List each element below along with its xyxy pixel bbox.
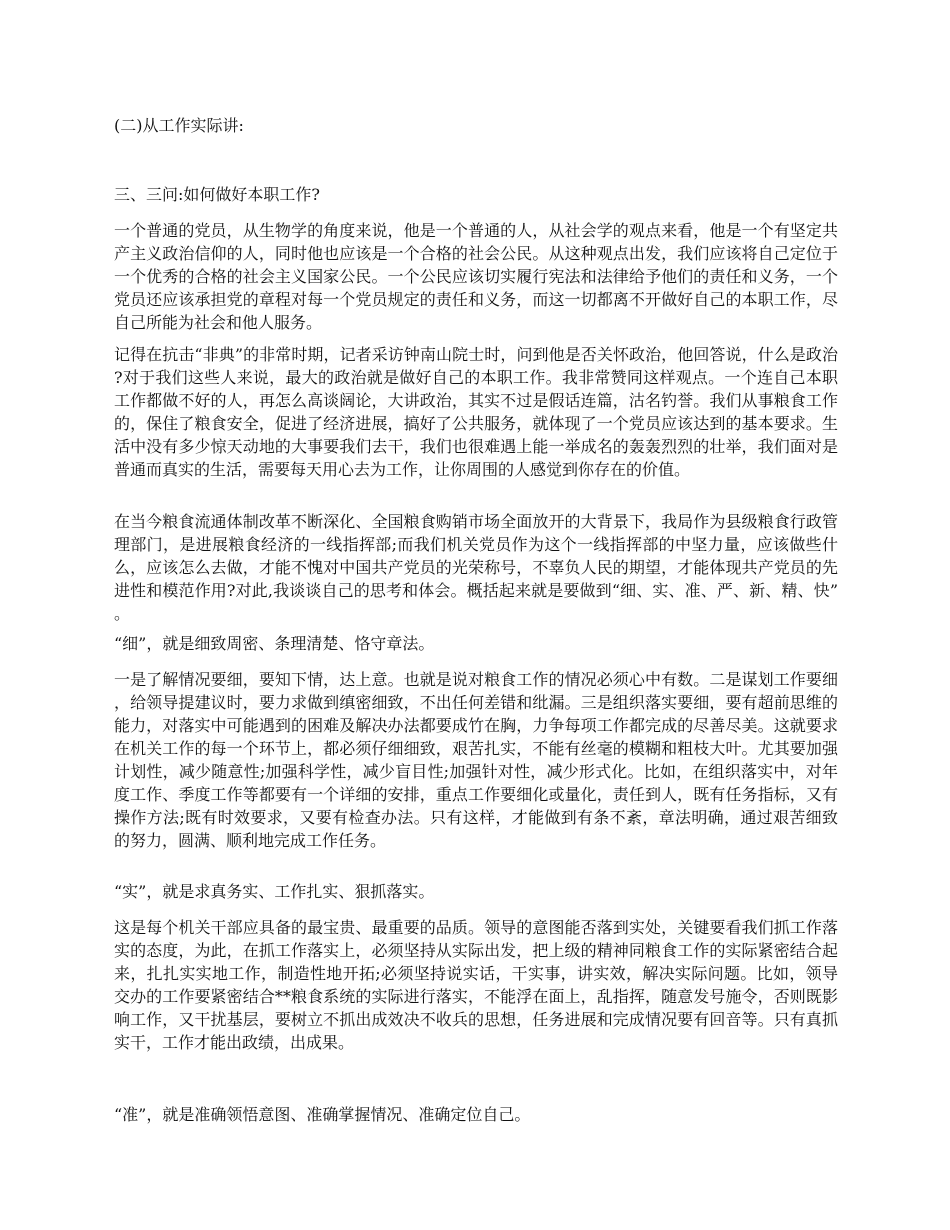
paragraph: 一是了解情况要细，要知下情，达上意。也就是说对粮食工作的情况必须心中有数。二是谋划工作要细，给领导提建议时，要力求做到缜密细致，不出任何差错和纰漏。三是组织落实要细，要有超前思维的能力，对落实中可能遇到的困难及解决办法都要成竹在胸，力争每项工作都完成的尽善尽美。这就要求在机关工作的每一个环节上，都必须仔细细致，艰苦扎实，不能有丝毫的模糊和粗枝大叶。尤其要加强计划性，减少随意性;加强科学性，减少盲目性;加强针对性，减少形式化。比如，在组织落实中，对年度工作、季度工作等都要有一个详细的安排，重点工作要细化或量化，责任到人，既有任务指标，又有操作方法;既有时效要求，又要有检查办法。只有这样，才能做到有条不紊，章法明确，通过艰苦细致的努力，圆满、顺利地完成工作任务。 bbox=[114, 670, 838, 850]
section-heading-three-questions: 三、三问:如何做好本职工作? bbox=[114, 185, 320, 204]
paragraph: “细”，就是细致周密、条理清楚、恪守章法。 bbox=[114, 634, 435, 653]
paragraph: “实”，就是求真务实、工作扎实、狠抓落实。 bbox=[114, 882, 435, 901]
paragraph: 一个普通的党员，从生物学的角度来说，他是一个普通的人，从社会学的观点来看，他是一个有坚定共产主义政治信仰的人，同时他也应该是一个合格的社会公民。从这种观点出发，我们应该将自己定位于一个优秀的合格的社会主义国家公民。一个公民应该切实履行宪法和法律给予他们的责任和义务，一个党员还应该承担党的章程对每一个党员规定的责任和义务，而这一切都离不开做好自己的本职工作，尽自己所能为社会和他人服务。 bbox=[114, 221, 838, 332]
paragraph: “准”，就是准确领悟意图、准确掌握情况、准确定位自己。 bbox=[114, 1105, 531, 1124]
section-heading-work: (二)从工作实际讲: bbox=[114, 116, 244, 135]
paragraph: 记得在抗击“非典”的非常时期，记者采访钟南山院士时，问到他是否关怀政治，他回答说，什么是政治?对于我们这些人来说，最大的政治就是做好自己的本职工作。我非常赞同这样观点。一个连自己本职工作都做不好的人，再怎么高谈阔论，大讲政治，其实不过是假话连篇，沽名钓誉。我们从事粮食工作的，保住了粮食安全，促进了经济进展，搞好了公共服务，就体现了一个党员应该达到的基本要求。生活中没有多少惊天动地的大事要我们去干，我们也很难遇上能一举成名的轰轰烈烈的壮举，我们面对是普通而真实的生活，需要每天用心去为工作，让你周围的人感觉到你存在的价值。 bbox=[114, 345, 838, 479]
paragraph: 这是每个机关干部应具备的最宝贵、最重要的品质。领导的意图能否落到实处，关键要看我们抓工作落实的态度，为此，在抓工作落实上，必须坚持从实际出发，把上级的精神同粮食工作的实际紧密结合起来，扎扎实实地工作，制造性地开拓;必须坚持说实话，干实事，讲实效，解决实际问题。比如，领导交办的工作要紧密结合**粮食系统的实际进行落实，不能浮在面上，乱指挥，随意发号施令，否则既影响工作，又干扰基层，要树立不抓出成效决不收兵的思想，任务进展和完成情况要有回音等。只有真抓实干，工作才能出政绩，出成果。 bbox=[114, 918, 838, 1052]
paragraph: 在当今粮食流通体制改革不断深化、全国粮食购销市场全面放开的大背景下，我局作为县级粮食行政管理部门，是进展粮食经济的一线指挥部;而我们机关党员作为这个一线指挥部的中坚力量，应该做些什么，应该怎么去做，才能不愧对中国共产党员的光荣称号，不辜负人民的期望，才能体现共产党员的先进性和模范作用?对此,我谈谈自己的思考和体会。概括起来就是要做到“细、实、准、严、新、精、快”。 bbox=[114, 512, 838, 623]
